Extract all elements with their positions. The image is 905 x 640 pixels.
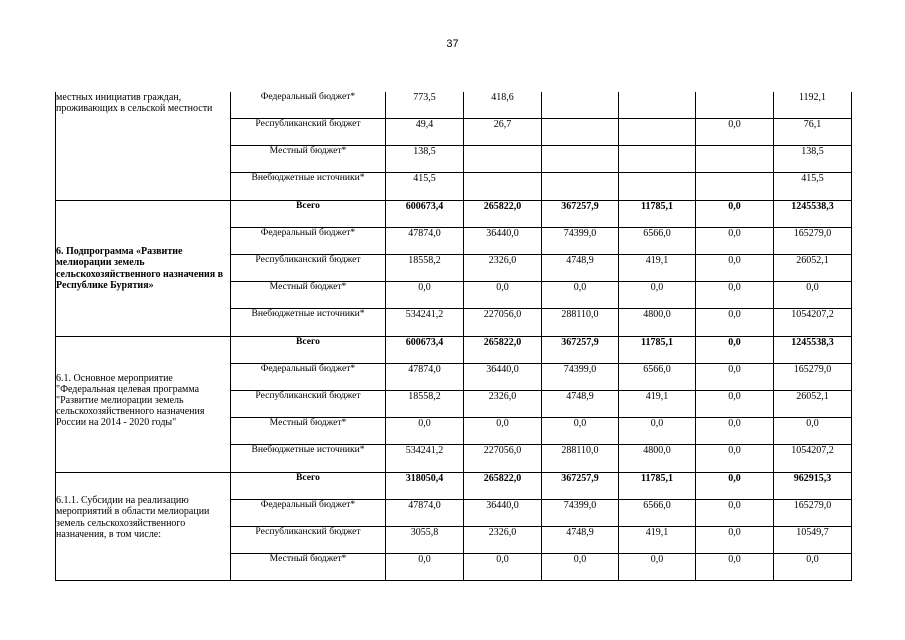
funding-source: Местный бюджет* — [231, 282, 386, 309]
funding-source: Федеральный бюджет* — [231, 500, 386, 527]
table-row — [56, 92, 852, 119]
value-cell: 49,4 — [386, 119, 464, 146]
value-cell — [542, 146, 619, 173]
value-cell: 2326,0 — [464, 391, 542, 418]
value-cell: 4748,9 — [542, 391, 619, 418]
value-cell: 0,0 — [619, 554, 696, 581]
value-cell: 74399,0 — [542, 228, 619, 255]
table-row — [56, 201, 852, 228]
value-cell — [464, 173, 542, 201]
funding-source: Федеральный бюджет* — [231, 92, 386, 119]
value-cell — [696, 92, 774, 119]
value-cell — [619, 146, 696, 173]
value-cell: 0,0 — [386, 418, 464, 445]
value-cell: 534241,2 — [386, 445, 464, 473]
value-cell: 47874,0 — [386, 364, 464, 391]
value-cell: 6566,0 — [619, 364, 696, 391]
value-cell: 0,0 — [542, 418, 619, 445]
value-cell — [542, 92, 619, 119]
value-cell: 36440,0 — [464, 364, 542, 391]
value-cell: 0,0 — [696, 309, 774, 337]
value-cell: 11785,1 — [619, 337, 696, 364]
funding-source: Местный бюджет* — [231, 554, 386, 581]
funding-source: Федеральный бюджет* — [231, 228, 386, 255]
value-cell: 2326,0 — [464, 255, 542, 282]
value-cell: 773,5 — [386, 92, 464, 119]
page-number: 37 — [446, 38, 459, 50]
total-cell: 1054207,2 — [774, 309, 852, 337]
total-cell: 1245538,3 — [774, 201, 852, 228]
funding-source: Республиканский бюджет — [231, 527, 386, 554]
value-cell: 600673,4 — [386, 337, 464, 364]
value-cell: 288110,0 — [542, 309, 619, 337]
total-cell: 10549,7 — [774, 527, 852, 554]
value-cell: 265822,0 — [464, 337, 542, 364]
value-cell — [542, 119, 619, 146]
value-cell: 0,0 — [696, 391, 774, 418]
value-cell: 4748,9 — [542, 527, 619, 554]
value-cell: 0,0 — [619, 418, 696, 445]
total-cell: 1054207,2 — [774, 445, 852, 473]
value-cell: 0,0 — [696, 418, 774, 445]
funding-source: Местный бюджет* — [231, 418, 386, 445]
total-cell: 165279,0 — [774, 228, 852, 255]
value-cell: 26,7 — [464, 119, 542, 146]
value-cell: 4748,9 — [542, 255, 619, 282]
value-cell: 0,0 — [464, 554, 542, 581]
value-cell: 138,5 — [386, 146, 464, 173]
funding-source: Внебюджетные источники* — [231, 445, 386, 473]
value-cell: 600673,4 — [386, 201, 464, 228]
funding-source: Республиканский бюджет — [231, 391, 386, 418]
value-cell: 419,1 — [619, 527, 696, 554]
value-cell: 0,0 — [464, 282, 542, 309]
budget-table — [55, 92, 852, 581]
table-row — [56, 473, 852, 500]
total-cell: 138,5 — [774, 146, 852, 173]
value-cell: 0,0 — [464, 418, 542, 445]
total-cell: 0,0 — [774, 418, 852, 445]
value-cell: 418,6 — [464, 92, 542, 119]
value-cell: 227056,0 — [464, 445, 542, 473]
value-cell: 265822,0 — [464, 201, 542, 228]
value-cell: 0,0 — [696, 364, 774, 391]
value-cell: 415,5 — [386, 173, 464, 201]
value-cell: 227056,0 — [464, 309, 542, 337]
value-cell: 2326,0 — [464, 527, 542, 554]
funding-source: Федеральный бюджет* — [231, 364, 386, 391]
value-cell: 0,0 — [542, 554, 619, 581]
value-cell: 47874,0 — [386, 228, 464, 255]
total-cell: 26052,1 — [774, 255, 852, 282]
total-cell: 415,5 — [774, 173, 852, 201]
value-cell: 47874,0 — [386, 500, 464, 527]
value-cell: 265822,0 — [464, 473, 542, 500]
total-cell: 1245538,3 — [774, 337, 852, 364]
funding-source: Республиканский бюджет — [231, 255, 386, 282]
total-cell: 76,1 — [774, 119, 852, 146]
value-cell — [464, 146, 542, 173]
value-cell: 18558,2 — [386, 391, 464, 418]
value-cell: 0,0 — [696, 500, 774, 527]
total-cell: 165279,0 — [774, 364, 852, 391]
value-cell: 0,0 — [696, 282, 774, 309]
funding-source: Всего — [231, 473, 386, 500]
funding-source: Внебюджетные источники* — [231, 309, 386, 337]
group-description: 6.1. Основное мероприятие "Федеральная целевая программа "Развитие мелиорации земель сельскохозяйственного назначения России на 2014 - 2020 годы" — [56, 337, 231, 473]
value-cell: 36440,0 — [464, 228, 542, 255]
total-cell: 26052,1 — [774, 391, 852, 418]
table-body — [56, 92, 852, 581]
value-cell: 18558,2 — [386, 255, 464, 282]
group-description: 6. Подпрограмма «Развитие мелиорации земель сельскохозяйственного назначения в Республике Бурятия» — [56, 201, 231, 337]
value-cell: 11785,1 — [619, 201, 696, 228]
value-cell: 36440,0 — [464, 500, 542, 527]
table-row — [56, 337, 852, 364]
value-cell: 0,0 — [696, 554, 774, 581]
value-cell — [619, 92, 696, 119]
value-cell: 11785,1 — [619, 473, 696, 500]
value-cell: 288110,0 — [542, 445, 619, 473]
funding-source: Внебюджетные источники* — [231, 173, 386, 201]
value-cell: 0,0 — [696, 228, 774, 255]
total-cell: 165279,0 — [774, 500, 852, 527]
value-cell: 367257,9 — [542, 201, 619, 228]
value-cell: 0,0 — [542, 282, 619, 309]
value-cell: 419,1 — [619, 255, 696, 282]
value-cell: 0,0 — [386, 554, 464, 581]
value-cell: 0,0 — [696, 119, 774, 146]
total-cell: 1192,1 — [774, 92, 852, 119]
value-cell — [619, 119, 696, 146]
value-cell: 74399,0 — [542, 500, 619, 527]
group-description: 6.1.1. Субсидии на реализацию мероприятий в области мелиорации земель сельскохозяйственного назначения, в том числе: — [56, 473, 231, 581]
value-cell: 367257,9 — [542, 337, 619, 364]
value-cell: 4800,0 — [619, 309, 696, 337]
value-cell — [696, 173, 774, 201]
value-cell: 0,0 — [696, 445, 774, 473]
value-cell — [619, 173, 696, 201]
value-cell: 0,0 — [386, 282, 464, 309]
value-cell — [542, 173, 619, 201]
value-cell: 4800,0 — [619, 445, 696, 473]
value-cell: 0,0 — [696, 201, 774, 228]
total-cell: 962915,3 — [774, 473, 852, 500]
funding-source: Всего — [231, 201, 386, 228]
value-cell: 0,0 — [696, 337, 774, 364]
value-cell: 0,0 — [696, 255, 774, 282]
value-cell: 318050,4 — [386, 473, 464, 500]
funding-source: Местный бюджет* — [231, 146, 386, 173]
value-cell: 74399,0 — [542, 364, 619, 391]
value-cell: 3055,8 — [386, 527, 464, 554]
value-cell: 534241,2 — [386, 309, 464, 337]
value-cell: 0,0 — [619, 282, 696, 309]
value-cell: 367257,9 — [542, 473, 619, 500]
funding-source: Всего — [231, 337, 386, 364]
value-cell: 6566,0 — [619, 228, 696, 255]
value-cell: 419,1 — [619, 391, 696, 418]
value-cell: 6566,0 — [619, 500, 696, 527]
value-cell: 0,0 — [696, 473, 774, 500]
total-cell: 0,0 — [774, 282, 852, 309]
value-cell: 0,0 — [696, 527, 774, 554]
group-description: местных инициатив граждан, проживающих в сельской местности — [56, 92, 231, 201]
value-cell — [696, 146, 774, 173]
funding-source: Республиканский бюджет — [231, 119, 386, 146]
total-cell: 0,0 — [774, 554, 852, 581]
